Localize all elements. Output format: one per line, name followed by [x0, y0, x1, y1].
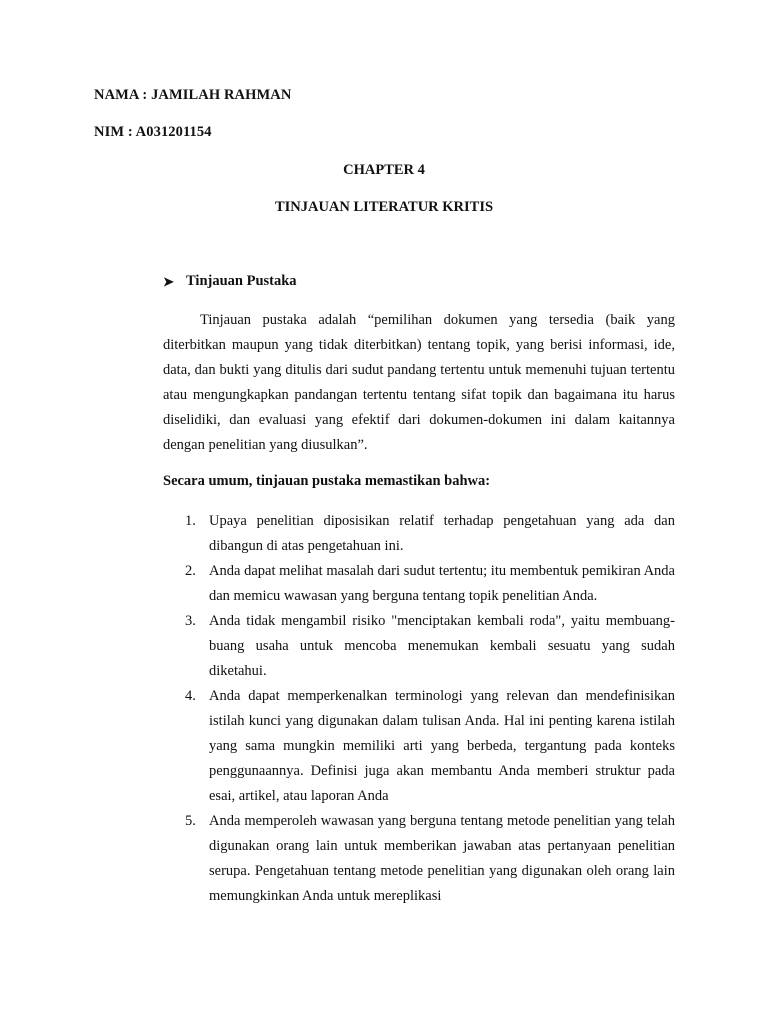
arrow-bullet-icon: ➤ — [163, 273, 174, 289]
list-item-number: 4. — [185, 688, 196, 704]
chapter-title: CHAPTER 4 — [343, 162, 425, 178]
list-item — [163, 684, 675, 809]
section-heading-text: Tinjauan Pustaka — [186, 273, 297, 289]
list-item-number: 1. — [185, 513, 196, 529]
numbered-list — [163, 509, 675, 909]
list-item — [163, 509, 675, 559]
list-intro: Secara umum, tinjauan pustaka memastikan bahwa: — [163, 473, 491, 489]
section-heading — [163, 273, 297, 290]
student-name: NAMA : JAMILAH RAHMAN — [94, 87, 292, 103]
list-item-number: 5. — [185, 813, 196, 829]
chapter-subtitle: TINJAUAN LITERATUR KRITIS — [274, 199, 494, 215]
list-item-text: Anda tidak mengambil risiko "menciptakan kembali roda", yaitu membuang-buang usaha untuk mencoba menemukan kembali sesuatu yang sudah diketahui. — [209, 613, 675, 679]
student-nim: NIM : A031201154 — [94, 124, 212, 140]
list-item-number: 3. — [185, 613, 196, 629]
list-item-text: Upaya penelitian diposisikan relatif terhadap pengetahuan yang ada dan dibangun di atas pengetahuan ini. — [209, 513, 675, 554]
list-item-text: Anda dapat memperkenalkan terminologi yang relevan dan mendefinisikan istilah kunci yang digunakan dalam tulisan Anda. Hal ini penting karena istilah yang sama mungkin memiliki arti yang berbeda, tergantung pada konteks penggunaannya. Definisi juga akan membantu Anda memberi struktur pada esai, artikel, atau laporan Anda — [209, 688, 675, 804]
list-item — [163, 559, 675, 609]
list-item-text: Anda memperoleh wawasan yang berguna tentang metode penelitian yang telah digunakan orang lain untuk memberikan jawaban atas pertanyaan penelitian serupa. Pengetahuan tentang metode penelitian yang digunakan oleh orang lain memungkinkan Anda untuk mereplikasi — [209, 813, 675, 904]
list-item-text: Anda dapat melihat masalah dari sudut tertentu; itu membentuk pemikiran Anda dan memicu wawasan yang berguna tentang topik penelitian Anda. — [209, 563, 675, 604]
list-item — [163, 609, 675, 684]
list-item-number: 2. — [185, 563, 196, 579]
body-paragraph: Tinjauan pustaka adalah “pemilihan dokumen yang tersedia (baik yang diterbitkan maupun yang tidak diterbitkan) tentang topik, yang berisi informasi, ide, data, dan bukti yang ditulis dari sudut pandang tertentu untuk memenuhi tujuan tertentu atau mengungkapkan pandangan tertentu tentang sifat topik dan bagaimana itu harus diselidiki, dan evaluasi yang efektif dari dokumen-dokumen ini dalam kaitannya dengan penelitian yang diusulkan”. — [163, 312, 675, 453]
list-item — [163, 809, 675, 909]
